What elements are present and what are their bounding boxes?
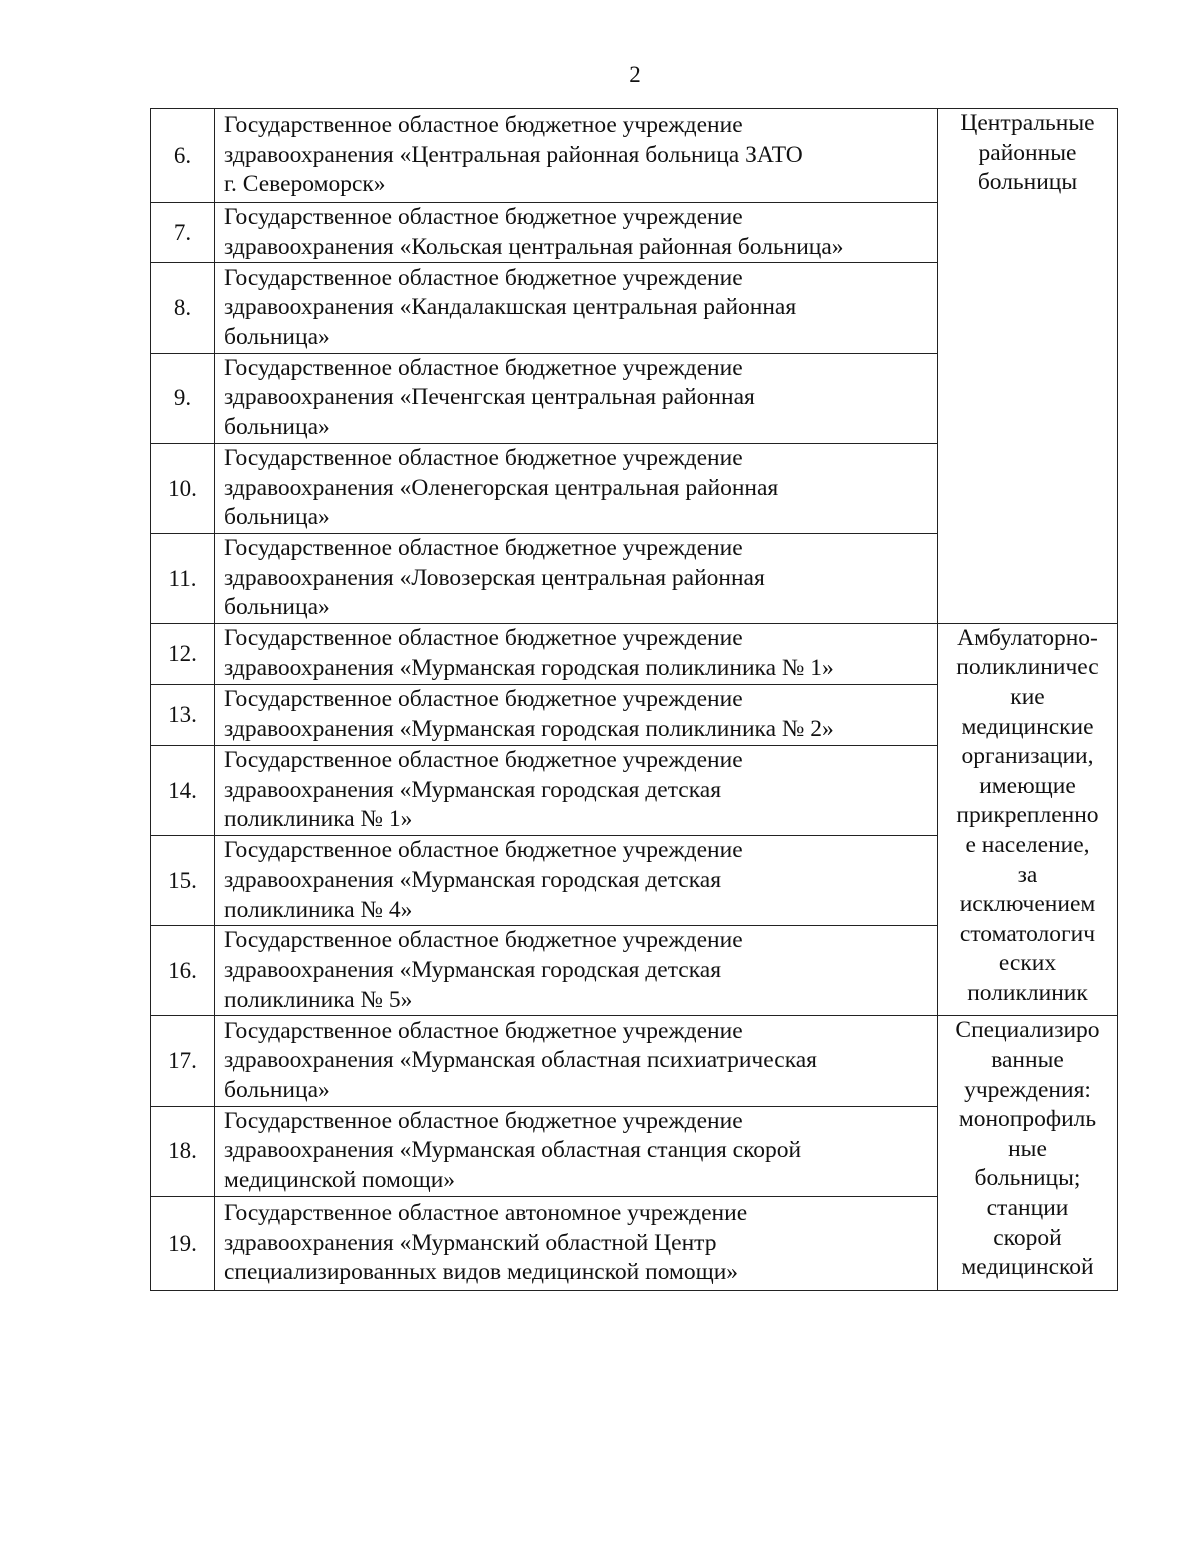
institution-name-line: Государственное областное бюджетное учреждение — [224, 1107, 743, 1134]
institution-name — [215, 1106, 938, 1196]
institution-name — [215, 353, 938, 443]
institution-name-line: здравоохранения «Кандалакшская центральная районная — [224, 294, 797, 321]
row-number: 17. — [151, 1016, 215, 1106]
table-row — [151, 1016, 1118, 1106]
institution-name-line: Государственное областное автономное учреждение — [224, 1199, 748, 1226]
institution-name-line: здравоохранения «Мурманская городская детская — [224, 776, 722, 803]
institution-name-line: больница» — [224, 1076, 330, 1103]
institution-name-line: специализированных видов медицинской помощи» — [224, 1259, 739, 1286]
table-row — [151, 109, 1118, 203]
category-line: поликлиничес — [956, 654, 1099, 681]
category-cell — [938, 1016, 1118, 1291]
category-line: станции — [986, 1194, 1069, 1221]
row-number: 8. — [151, 263, 215, 353]
institution-name-line: Государственное областное бюджетное учреждение — [224, 686, 743, 713]
category-line: Амбулаторно- — [957, 624, 1098, 651]
category-line: медицинские — [961, 713, 1094, 740]
institution-name-line: Государственное областное бюджетное учреждение — [224, 625, 743, 652]
institution-name — [215, 684, 938, 745]
institution-name — [215, 746, 938, 836]
institution-name-line: Государственное областное бюджетное учреждение — [224, 444, 743, 471]
institution-name-line: Государственное областное бюджетное учреждение — [224, 112, 743, 139]
institution-name-line: Государственное областное бюджетное учреждение — [224, 747, 743, 774]
row-number: 10. — [151, 443, 215, 533]
category-line: имеющие — [979, 772, 1076, 799]
institution-name-line: здравоохранения «Ловозерская центральная районная — [224, 564, 765, 591]
institution-name-line: больница» — [224, 594, 330, 621]
category-line: е население, — [965, 832, 1090, 859]
category-line: стоматологич — [959, 920, 1096, 947]
category-line: Центральные — [960, 110, 1095, 136]
category-cell — [938, 623, 1118, 1015]
row-number: 11. — [151, 533, 215, 623]
category-cell — [938, 109, 1118, 624]
institution-name-line: здравоохранения «Центральная районная больница ЗАТО — [224, 141, 803, 168]
institution-name-line: г. Североморск» — [224, 171, 386, 198]
category-line: Специализиро — [955, 1017, 1100, 1044]
institution-name-line: Государственное областное бюджетное учреждение — [224, 204, 743, 231]
institution-name — [215, 533, 938, 623]
institution-name — [215, 263, 938, 353]
row-number: 6. — [151, 109, 215, 203]
institution-name-line: здравоохранения «Мурманская городская поликлиника № 1» — [224, 654, 834, 681]
institution-name-line: здравоохранения «Мурманская областная станция скорой — [224, 1137, 802, 1164]
category-line: больницы; — [974, 1165, 1081, 1192]
category-line: больницы — [977, 169, 1078, 196]
row-number: 19. — [151, 1196, 215, 1290]
institution-name-line: здравоохранения «Кольская центральная районная больница» — [224, 233, 844, 260]
category-line: ванные — [991, 1046, 1064, 1073]
row-number: 7. — [151, 203, 215, 263]
institution-name-line: Государственное областное бюджетное учреждение — [224, 927, 743, 954]
institution-name — [215, 1196, 938, 1290]
category-line: организации, — [961, 743, 1094, 770]
institution-name-line: здравоохранения «Мурманская городская поликлиника № 2» — [224, 716, 834, 743]
institution-name-line: поликлиника № 4» — [224, 896, 413, 923]
category-line: районные — [978, 139, 1077, 166]
table-row — [151, 623, 1118, 684]
institution-name-line: здравоохранения «Оленегорская центральная районная — [224, 474, 779, 501]
institution-name — [215, 443, 938, 533]
category-line: за — [1017, 861, 1038, 888]
row-number: 9. — [151, 353, 215, 443]
institution-name-line: здравоохранения «Мурманская городская детская — [224, 867, 722, 894]
institution-name — [215, 623, 938, 684]
page-number: 2 — [629, 62, 641, 87]
institution-name-line: Государственное областное бюджетное учреждение — [224, 354, 743, 381]
institution-name-line: здравоохранения «Печенгская центральная районная — [224, 384, 755, 411]
institution-name — [215, 836, 938, 926]
category-line: учреждения: — [964, 1076, 1091, 1103]
institution-name-line: медицинской помощи» — [224, 1166, 456, 1193]
category-line: еских — [998, 950, 1057, 977]
institution-name-line: здравоохранения «Мурманская городская детская — [224, 957, 722, 984]
category-line: прикрепленно — [956, 802, 1099, 829]
institution-name-line: Государственное областное бюджетное учреждение — [224, 1017, 743, 1044]
row-number: 13. — [151, 684, 215, 745]
row-number: 12. — [151, 623, 215, 684]
institution-name — [215, 1016, 938, 1106]
institution-name-line: больница» — [224, 504, 330, 531]
institution-name-line: Государственное областное бюджетное учреждение — [224, 837, 743, 864]
institution-name-line: больница» — [224, 414, 330, 440]
row-number: 18. — [151, 1106, 215, 1196]
category-line: исключением — [959, 891, 1096, 918]
category-line: монопрофиль — [958, 1106, 1097, 1133]
institution-name-line: больница» — [224, 323, 330, 350]
row-number: 15. — [151, 836, 215, 926]
category-line: поликлиник — [967, 980, 1088, 1006]
category-line: кие — [1010, 684, 1045, 711]
institution-name-line: поликлиника № 1» — [224, 806, 413, 833]
row-number: 16. — [151, 926, 215, 1016]
institution-name — [215, 926, 938, 1016]
category-line: медицинской — [961, 1254, 1094, 1281]
row-number: 14. — [151, 746, 215, 836]
institution-name-line: здравоохранения «Мурманский областной Центр — [224, 1229, 717, 1256]
institution-name-line: Государственное областное бюджетное учреждение — [224, 264, 743, 291]
institution-name — [215, 203, 938, 263]
category-line: ные — [1008, 1135, 1047, 1162]
category-line: скорой — [993, 1224, 1062, 1251]
institution-name-line: Государственное областное бюджетное учреждение — [224, 535, 743, 562]
institution-name — [215, 109, 938, 203]
institutions-table — [150, 108, 1118, 1291]
institution-name-line: поликлиника № 5» — [224, 986, 413, 1013]
institution-name-line: здравоохранения «Мурманская областная психиатрическая — [224, 1047, 817, 1074]
